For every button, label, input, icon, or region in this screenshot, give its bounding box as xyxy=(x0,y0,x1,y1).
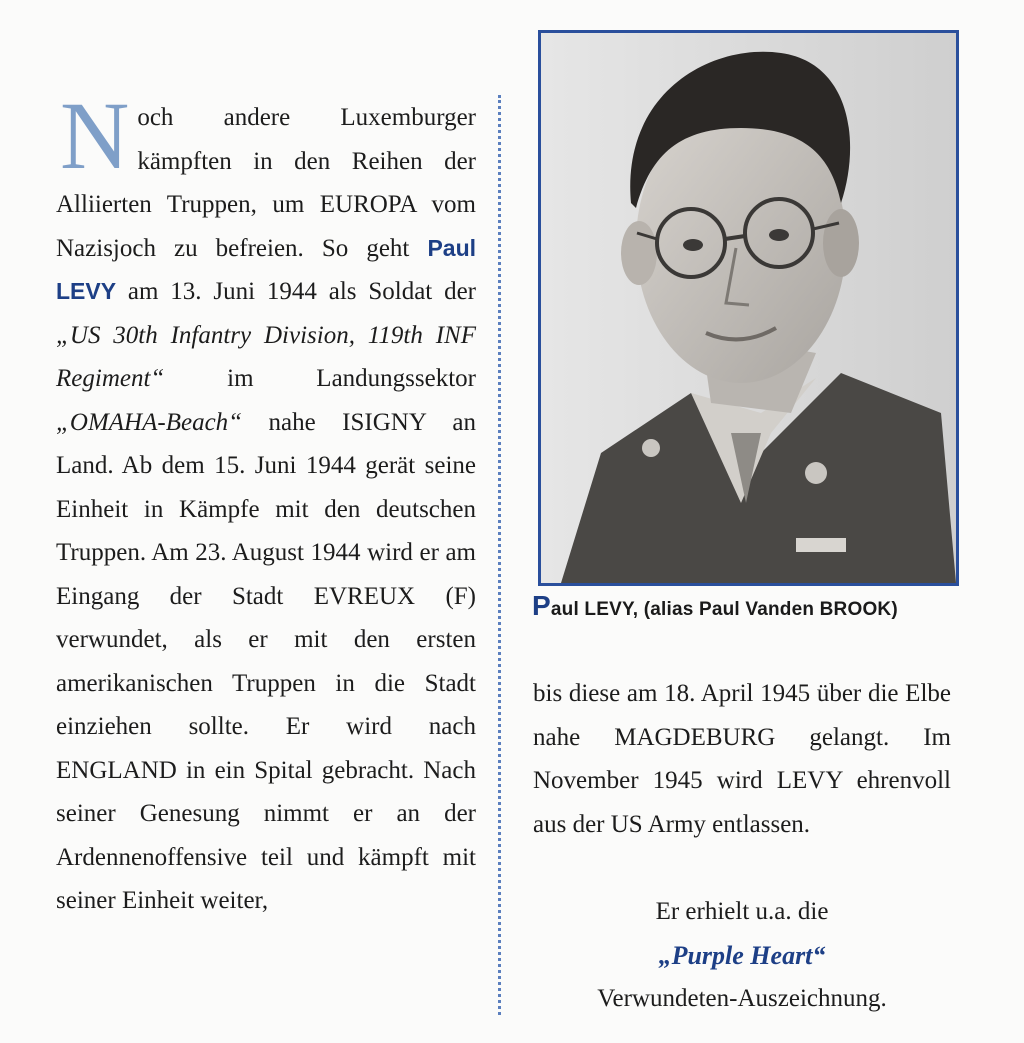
article-paragraph xyxy=(56,82,477,923)
award-note xyxy=(533,890,951,1021)
award-line-3: Verwundeten-Auszeichnung. xyxy=(597,985,887,1012)
article-right-column xyxy=(533,672,951,846)
drop-cap: N xyxy=(60,82,130,189)
person-name: Paul LEVY xyxy=(56,234,477,304)
unit-name: „US 30th Infantry Division, 119th INF Regiment“ xyxy=(56,321,476,392)
portrait-photo xyxy=(538,30,959,586)
continuation-text: bis diese am 18. April 1945 über die Elbe nahe MAGDEBURG gelangt. Im November 1945 wird LEVY ehrenvoll aus der US Army entlassen. xyxy=(533,680,951,838)
after-name-text: am 13. Juni 1944 als Soldat der xyxy=(127,278,476,305)
photo-caption xyxy=(532,590,962,622)
column-divider xyxy=(498,95,501,1015)
portrait-illustration xyxy=(541,33,956,583)
medal-name: „Purple Heart“ xyxy=(658,940,826,970)
intro-text: och andere Luxemburger kämpften in den Reihen der Alliierten Truppen, um EUROPA vom Nazisjoch zu befreien. So geht xyxy=(56,104,476,262)
landing-text: im Landungssektor xyxy=(227,365,476,392)
caption-text: aul LEVY, (alias Paul Vanden BROOK) xyxy=(550,599,898,620)
beach-name: „OMAHA-Beach“ xyxy=(56,408,243,436)
caption-initial: P xyxy=(532,590,551,621)
award-line-1: Er erhielt u.a. die xyxy=(655,898,829,925)
story-text: nahe ISIGNY an Land. Ab dem 15. Juni 1944 gerät seine Einheit in Kämpfe mit den deutschen Truppen. Am 23. August 1944 wird er am Eingang der Stadt EVREUX (F) verwundet, als er mit den ersten amerikanischen Truppen in die Stadt einziehen sollte. Er wird nach ENGLAND in ein Spital gebracht. Nach seiner Genesung nimmt er an der Ardennenoffensive teil und kämpft mit seiner Einheit weiter, xyxy=(56,408,477,914)
article-left-column xyxy=(56,82,477,923)
